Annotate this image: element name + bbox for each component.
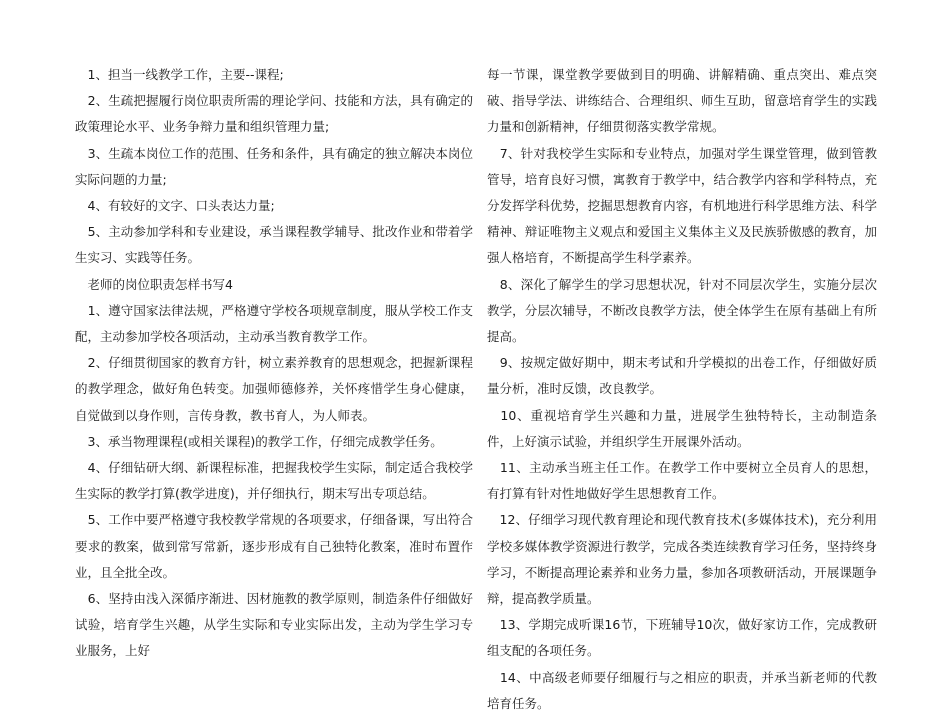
paragraph: 4、仔细钻研大纲、新课程标准，把握我校学生实际，制定适合我校学生实际的教学打算(教学进度)，并仔细执行，期末写出专项总结。 bbox=[75, 460, 473, 502]
paragraph: 11、主动承当班主任工作。在教学工作中要树立全员育人的思想，有打算有针对性地做好学生思想教育工作。 bbox=[487, 460, 877, 502]
section-heading: 老师的岗位职责怎样书写4 bbox=[75, 276, 233, 292]
paragraph: 2、生疏把握履行岗位职责所需的理论学问、技能和方法，具有确定的政策理论水平、业务争辩力量和组织管理力量; bbox=[75, 93, 473, 135]
paragraph: 5、主动参加学科和专业建设，承当课程教学辅导、批改作业和带着学生实习、实践等任务。 bbox=[75, 224, 473, 266]
right-column bbox=[487, 62, 877, 717]
left-column bbox=[75, 62, 473, 665]
paragraph: 3、承当物理课程(或相关课程)的教学工作，仔细完成教学任务。 bbox=[75, 433, 443, 449]
paragraph: 14、中高级老师要仔细履行与之相应的职责，并承当新老师的代教培育任务。 bbox=[487, 669, 877, 711]
paragraph: 7、针对我校学生实际和专业特点，加强对学生课堂管理，做到管教管导，培育良好习惯，寓教育于教学中，结合教学内容和学科特点，充分发挥学科优势，挖掘思想教育内容，有机地进行科学思维方法、科学精神、辩证唯物主义观点和爱国主义集体主义及民族骄傲感的教育，加强人格培育，不断提高学生科学素养。 bbox=[487, 145, 877, 266]
paragraph: 10、重视培育学生兴趣和力量，进展学生独特特长，主动制造条件，上好演示试验，并组织学生开展课外活动。 bbox=[487, 407, 877, 449]
paragraph: 13、学期完成听课16节，下班辅导10次，做好家访工作，完成教研组支配的各项任务。 bbox=[487, 617, 877, 659]
paragraph: 1、遵守国家法律法规，严格遵守学校各项规章制度，服从学校工作支配，主动参加学校各项活动，主动承当教育教学工作。 bbox=[75, 302, 473, 345]
paragraph: 2、仔细贯彻国家的教育方针，树立素养教育的思想观念，把握新课程的教学理念，做好角色转变。加强师德修养，关怀疼惜学生身心健康，自觉做到以身作则，言传身教，教书育人，为人师表。 bbox=[75, 355, 473, 423]
paragraph: 6、坚持由浅入深循序渐进、因材施教的教学原则，制造条件仔细做好试验，培育学生兴趣，从学生实际和专业实际出发，主动为学生学习专业服务，上好 bbox=[75, 591, 473, 659]
paragraph: 3、生疏本岗位工作的范围、任务和条件，具有确定的独立解决本岗位实际问题的力量; bbox=[75, 145, 473, 187]
paragraph: 4、有较好的文字、口头表达力量; bbox=[75, 198, 275, 214]
paragraph: 1、担当一线教学工作，主要--课程; bbox=[75, 67, 284, 82]
paragraph: 每一节课，课堂教学要做到目的明确、讲解精确、重点突出、难点突破、指导学法、讲练结合、合理组织、师生互助，留意培育学生的实践力量和创新精神，仔细贯彻落实教学常规。 bbox=[487, 67, 877, 135]
paragraph: 9、按规定做好期中，期末考试和升学模拟的出卷工作，仔细做好质量分析，准时反馈，改良教学。 bbox=[487, 355, 877, 397]
paragraph: 5、工作中要严格遵守我校教学常规的各项要求，仔细备课，写出符合要求的教案，做到常写常新，逐步形成有自己独特化教案，准时布置作业，且全批全改。 bbox=[75, 512, 473, 580]
paragraph: 8、深化了解学生的学习思想状况，针对不同层次学生，实施分层次教学，分层次辅导，不断改良教学方法，使全体学生在原有基础上有所提高。 bbox=[487, 276, 877, 345]
paragraph: 12、仔细学习现代教育理论和现代教育技术(多媒体技术)，充分利用学校多媒体教学资源进行教学，完成各类连续教育学习任务，坚持终身学习，不断提高理论素养和业务力量，参加各项教研活动，开展课题争辩，提高教学质量。 bbox=[487, 512, 877, 607]
